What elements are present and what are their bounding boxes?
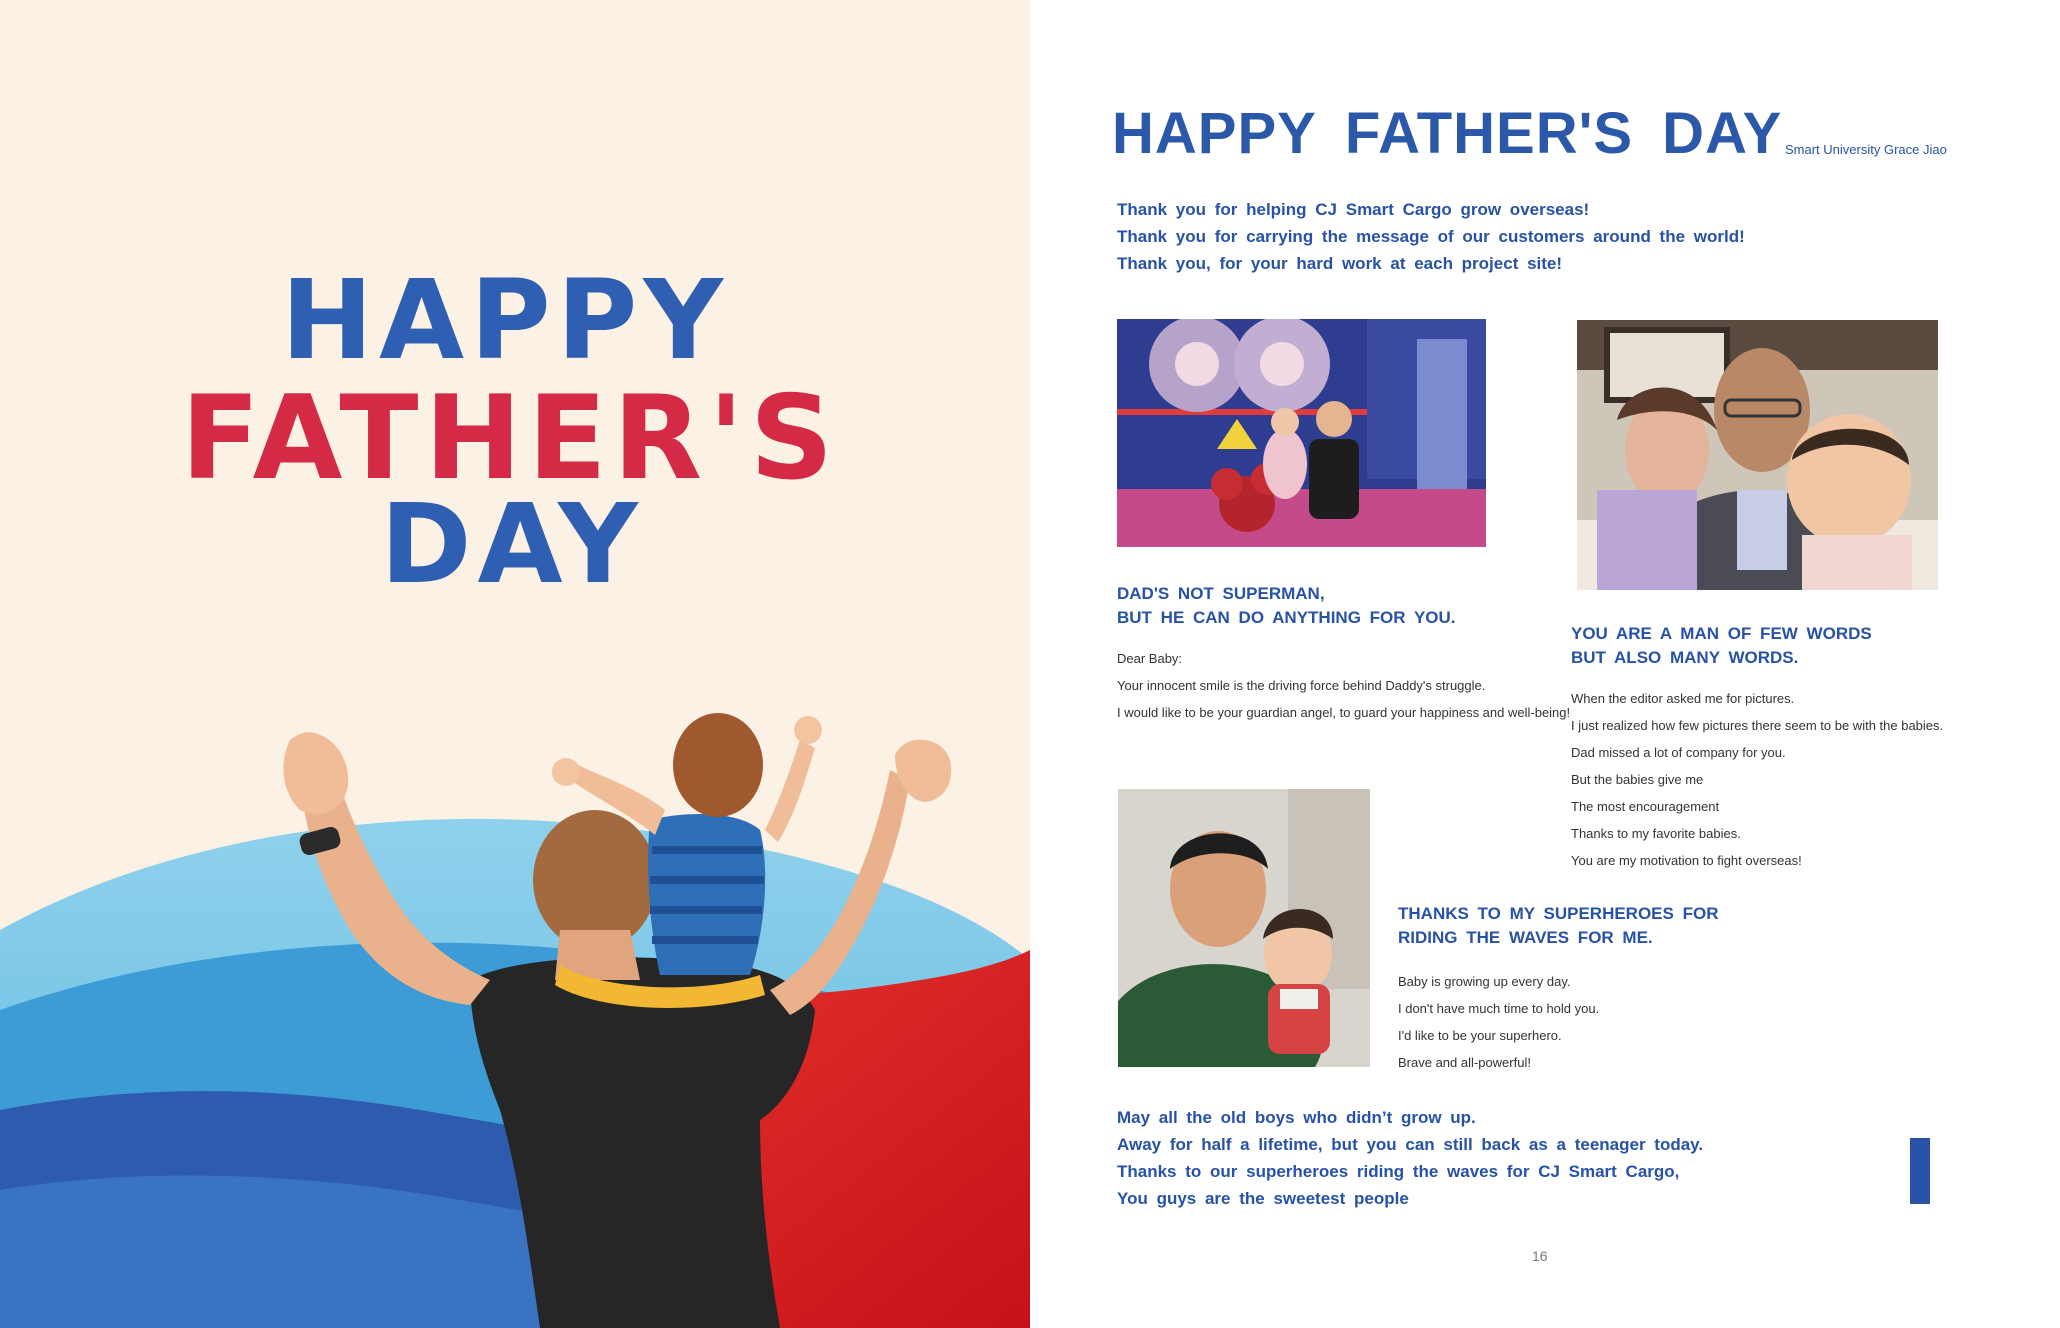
outro-line: May all the old boys who didn’t grow up. <box>1117 1108 1476 1127</box>
body-line: The most encouragement <box>1571 799 1720 814</box>
intro-line: Thank you, for your hard work at each project site! <box>1117 254 1563 273</box>
father-left-fist <box>283 732 348 814</box>
section-heading-line: THANKS TO MY SUPERHEROES FOR <box>1398 904 1719 923</box>
child-right-arm <box>765 740 815 842</box>
section-heading-line: YOU ARE A MAN OF FEW WORDS <box>1571 624 1872 643</box>
author-byline: Smart University Grace Jiao <box>1785 142 1947 157</box>
body-line: I would like to be your guardian angel, to guard your happiness and well-being! <box>1117 705 1571 720</box>
child-torso <box>648 814 765 975</box>
body-line: You are my motivation to fight overseas! <box>1571 853 1802 868</box>
body-line: I don't have much time to hold you. <box>1398 1001 1600 1016</box>
section-body-superman <box>1117 645 1570 726</box>
child-right-hand <box>794 716 822 744</box>
body-line: Baby is growing up every day. <box>1398 974 1571 989</box>
intro-line: Thank you for helping CJ Smart Cargo grow overseas! <box>1117 200 1590 219</box>
accent-bar <box>1910 1138 1930 1204</box>
happy-fathers-day-lettering <box>181 256 840 608</box>
happy-word: HAPPY <box>280 256 730 384</box>
child-left-hand <box>552 758 580 786</box>
intro-message <box>1117 196 1745 277</box>
body-line: But the babies give me <box>1571 772 1704 787</box>
body-line: Dear Baby: <box>1117 651 1183 666</box>
body-line: Thanks to my favorite babies. <box>1571 826 1741 841</box>
section-body-few-words <box>1571 685 1943 874</box>
section-body-superheroes <box>1398 968 1599 1076</box>
section-heading-few-words <box>1571 622 1872 670</box>
section-heading-superheroes <box>1398 902 1718 950</box>
outro-line: Thanks to our superheroes riding the waves for CJ Smart Cargo, <box>1117 1162 1680 1181</box>
father-head <box>533 810 657 950</box>
outro-line: Away for half a lifetime, but you can still back as a teenager today. <box>1117 1135 1704 1154</box>
section-heading-line: DAD'S NOT SUPERMAN, <box>1117 584 1325 603</box>
day-word: DAY <box>380 480 644 608</box>
fathers-word: FATHER'S <box>180 371 840 506</box>
body-line: Dad missed a lot of company for you. <box>1571 745 1786 760</box>
body-line: Your innocent smile is the driving force behind Daddy's struggle. <box>1117 678 1486 693</box>
body-line: I just realized how few pictures there seem to be with the babies. <box>1571 718 1944 733</box>
photo-father-two-children <box>1577 320 1938 590</box>
section-heading-line: BUT ALSO MANY WORDS. <box>1571 648 1799 667</box>
body-line: Brave and all-powerful! <box>1398 1055 1531 1070</box>
photo-father-daughter-mall <box>1117 319 1486 547</box>
section-heading-line: BUT HE CAN DO ANYTHING FOR YOU. <box>1117 608 1456 627</box>
intro-line: Thank you for carrying the message of our customers around the world! <box>1117 227 1745 246</box>
closing-message <box>1117 1104 1703 1212</box>
page-title: HAPPY FATHER'S DAY <box>1112 101 1783 166</box>
outro-line: You guys are the sweetest people <box>1117 1189 1409 1208</box>
child-head <box>673 713 763 817</box>
body-line: I'd like to be your superhero. <box>1398 1028 1562 1043</box>
photo-father-toddler <box>1118 789 1370 1067</box>
page-number: 16 <box>1532 1248 1548 1264</box>
body-line: When the editor asked me for pictures. <box>1571 691 1795 706</box>
section-heading-superman <box>1117 582 1456 630</box>
section-heading-line: RIDING THE WAVES FOR ME. <box>1398 928 1653 947</box>
